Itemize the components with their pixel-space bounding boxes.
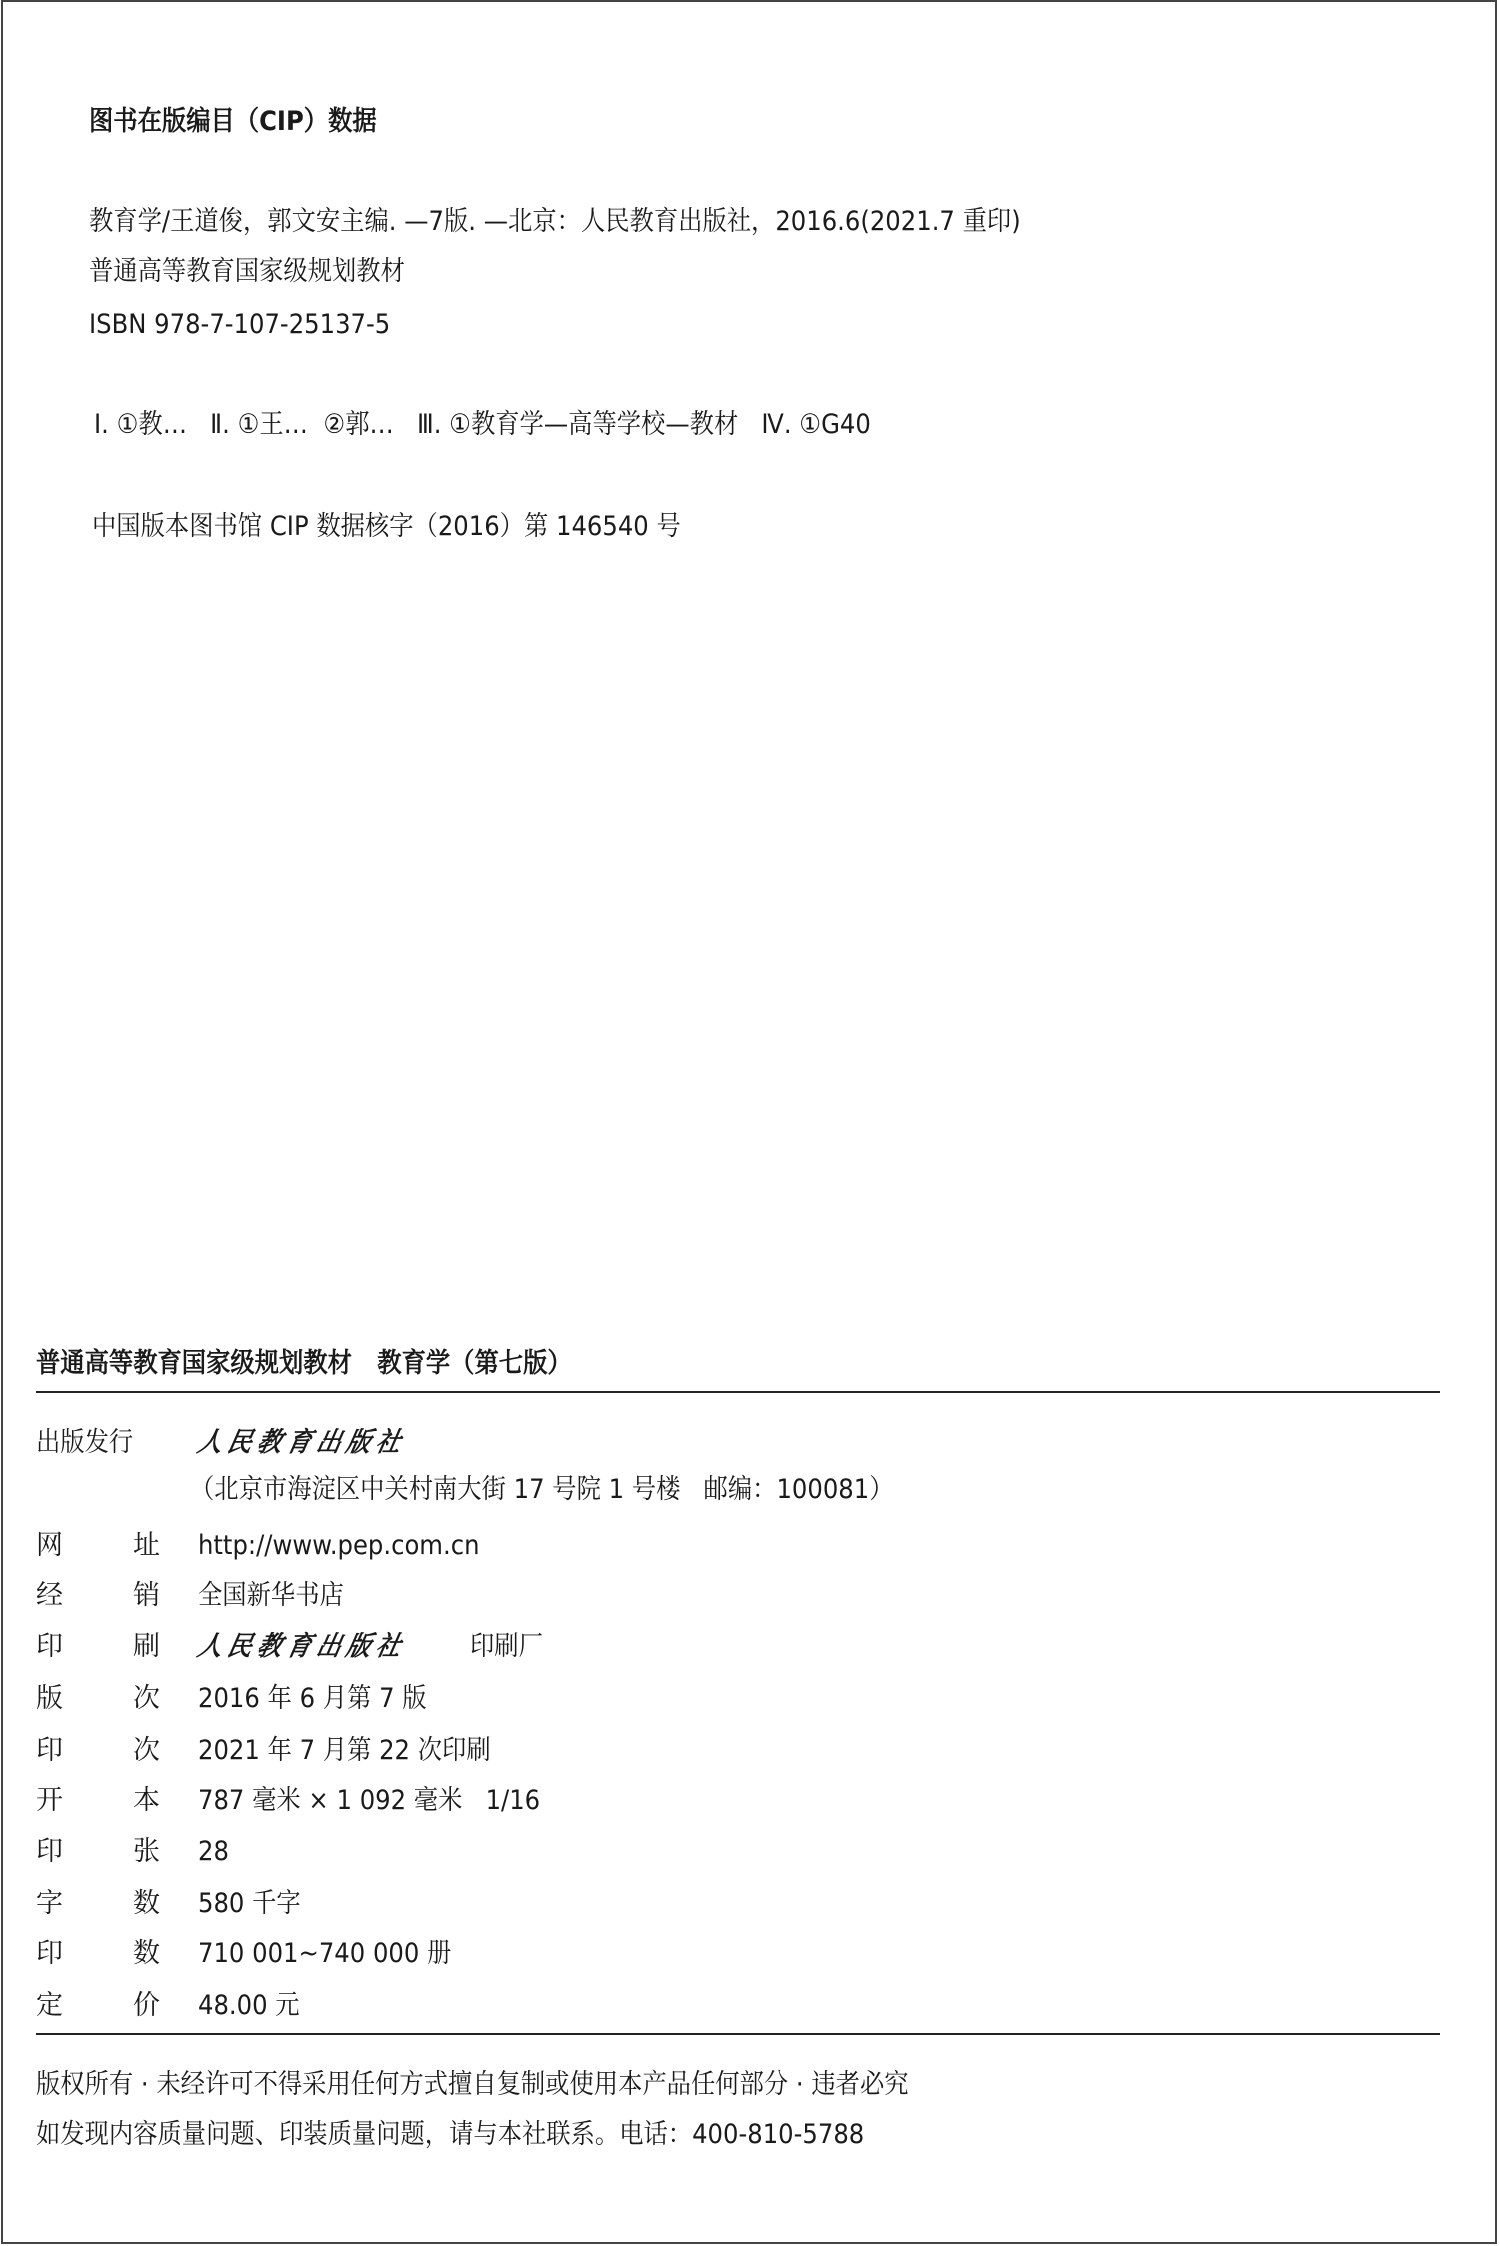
cip-record-line: 教育学/王道俊，郭文安主编. —7版. —北京：人民教育出版社，2016.6(2021.7 重印) [89,206,1021,237]
printer-logo: 人民教育出版社 [194,1631,410,1662]
colophon-title: 普通高等教育国家级规划教材 教育学（第七版） [36,1348,572,1379]
divider-bottom [36,2033,1440,2035]
row-label-second-char: 数 [133,1938,160,1969]
divider-top [36,1391,1440,1393]
publisher-address: （北京市海淀区中关村南大街 17 号院 1 号楼 邮编：100081） [190,1474,894,1505]
row-value: 28 [198,1836,229,1867]
row-label-first-char: 定 [36,1990,63,2021]
row-label-second-char: 本 [133,1785,160,1816]
row-label-second-char: 次 [133,1683,160,1714]
row-value: 2016 年 6 月第 7 版 [198,1683,427,1714]
row-label-first-char: 印 [36,1735,63,1766]
row-value: 全国新华书店 [198,1580,344,1611]
row-label-second-char: 刷 [133,1631,160,1662]
cip-classification: Ⅰ. ①教… Ⅱ. ①王… ②郭… Ⅲ. ①教育学—高等学校—教材 Ⅳ. ①G40 [94,409,871,440]
row-label-second-char: 张 [133,1836,160,1867]
row-value: 580 千字 [198,1888,301,1919]
row-value: 787 毫米 × 1 092 毫米 1/16 [198,1785,541,1816]
row-value: 印刷厂 [470,1631,543,1662]
row-label-first-char: 经 [36,1580,63,1611]
row-label-first-char: 印 [36,1938,63,1969]
row-label-second-char: 数 [133,1888,160,1919]
row-label-first-char: 印 [36,1836,63,1867]
row-label-first-char: 字 [36,1888,63,1919]
cip-isbn: ISBN 978-7-107-25137-5 [89,309,391,340]
row-label-second-char: 销 [133,1580,160,1611]
row-label-first-char: 印 [36,1631,63,1662]
contact-line: 如发现内容质量问题、印装质量问题，请与本社联系。电话：400-810-5788 [36,2119,865,2150]
row-label-second-char: 价 [133,1990,160,2021]
row-label-first-char: 开 [36,1785,63,1816]
copyright-notice: 版权所有 · 未经许可不得采用任何方式擅自复制或使用本产品任何部分 · 违者必究 [36,2069,909,2100]
row-label-second-char: 次 [133,1735,160,1766]
row-label-second-char: 址 [133,1530,160,1561]
cip-heading: 图书在版编目（CIP）数据 [89,106,377,137]
cip-number: 中国版本图书馆 CIP 数据核字（2016）第 146540 号 [92,511,681,542]
row-label-publisher: 出版发行 [36,1427,134,1458]
row-value: 710 001~740 000 册 [198,1938,452,1969]
row-label-first-char: 网 [36,1530,63,1561]
row-label-first-char: 版 [36,1683,63,1714]
publisher-logo: 人民教育出版社 [194,1427,410,1458]
cip-series-line: 普通高等教育国家级规划教材 [89,256,405,287]
website-link[interactable]: http://www.pep.com.cn [198,1530,480,1561]
row-value: 48.00 元 [198,1990,300,2021]
row-value: 2021 年 7 月第 22 次印刷 [198,1735,491,1766]
